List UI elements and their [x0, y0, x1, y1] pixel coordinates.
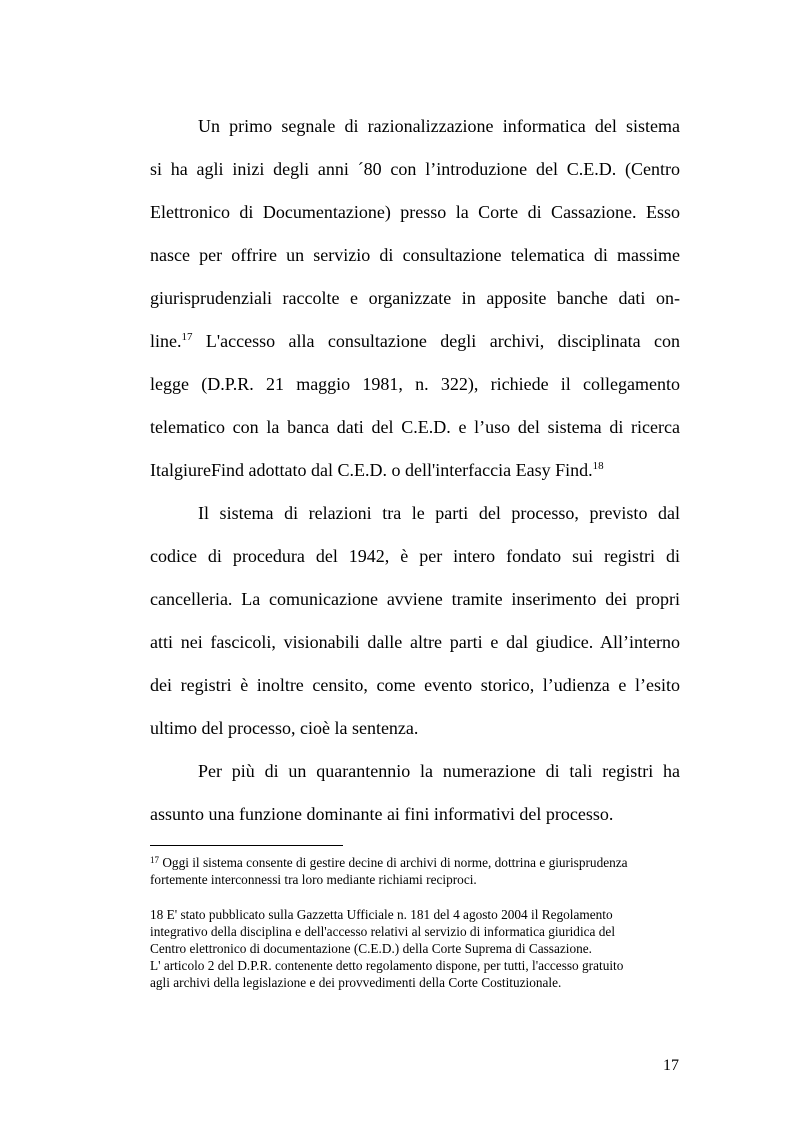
text-fragment: Oggi il sistema consente di gestire decine di archivi di norme, dottrina e giurisprudenza — [159, 855, 628, 870]
paragraph-2-line-6: ultimo del processo, cioè la sentenza. — [150, 718, 419, 738]
text-fragment: line. — [150, 331, 182, 351]
paragraph-1-line-8: telematico con la banca dati del C.E.D. e l’uso del sistema di ricerca — [150, 417, 680, 437]
paragraph-1-line-1: Un primo segnale di razionalizzazione informatica del sistema — [198, 116, 680, 136]
paragraph-2-line-4: atti nei fascicoli, visionabili dalle altre parti e dal giudice. All’interno — [150, 632, 680, 652]
footnote-17-line-1 — [150, 854, 680, 871]
paragraph-1-line-3: Elettronico di Documentazione) presso la Corte di Cassazione. Esso — [150, 202, 680, 222]
paragraph-1-line-5: giurisprudenziali raccolte e organizzate in apposite banche dati on- — [150, 288, 680, 308]
footnote-17-line-2: fortemente interconnessi tra loro mediante richiami reciproci. — [150, 872, 477, 887]
page-number: 17 — [663, 1057, 679, 1074]
footnote-separator — [150, 845, 343, 846]
paragraph-1-line-6 — [150, 330, 680, 352]
footnote-17-mark: 17 — [150, 855, 159, 865]
text-fragment: ItalgiureFind adottato dal C.E.D. o dell'interfaccia Easy Find. — [150, 460, 593, 480]
paragraph-2-line-2: codice di procedura del 1942, è per intero fondato sui registri di — [150, 546, 680, 566]
paragraph-2-line-1: Il sistema di relazioni tra le parti del processo, previsto dal — [198, 503, 680, 523]
footnote-18-line-1: 18 E' stato pubblicato sulla Gazzetta Ufficiale n. 181 del 4 agosto 2004 il Regolamento — [150, 907, 613, 922]
text-fragment: L'accesso alla consultazione degli archivi, disciplinata con — [192, 331, 680, 351]
paragraph-1-line-7: legge (D.P.R. 21 maggio 1981, n. 322), richiede il collegamento — [150, 374, 680, 394]
footnote-ref-18[interactable]: 18 — [592, 460, 604, 472]
paragraph-1-line-9 — [150, 459, 680, 481]
paragraph-2-line-3: cancelleria. La comunicazione avviene tramite inserimento dei propri — [150, 589, 680, 609]
footnote-18-line-2: integrativo della disciplina e dell'accesso relativi al servizio di informatica giuridica del — [150, 924, 616, 939]
paragraph-1-line-4: nasce per offrire un servizio di consultazione telematica di massime — [150, 245, 680, 265]
footnote-18-line-4: L' articolo 2 del D.P.R. contenente detto regolamento dispone, per tutti, l'accesso gratuito — [150, 958, 624, 973]
footnote-18-line-5: agli archivi della legislazione e dei provvedimenti della Corte Costituzionale. — [150, 975, 562, 990]
paragraph-3-line-1: Per più di un quarantennio la numerazione di tali registri ha — [198, 761, 680, 781]
paragraph-3-line-2: assunto una funzione dominante ai fini informativi del processo. — [150, 804, 614, 824]
footnote-18-line-3: Centro elettronico di documentazione (C.E.D.) della Corte Suprema di Cassazione. — [150, 941, 592, 956]
paragraph-2-line-5: dei registri è inoltre censito, come evento storico, l’udienza e l’esito — [150, 675, 680, 695]
footnote-ref-17[interactable]: 17 — [181, 331, 193, 343]
paragraph-1-line-2: si ha agli inizi degli anni ´80 con l’introduzione del C.E.D. (Centro — [150, 159, 680, 179]
